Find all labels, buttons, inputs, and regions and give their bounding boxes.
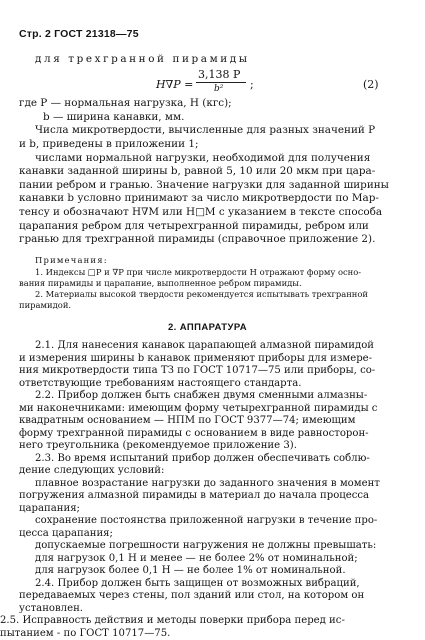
section-line: царапания; [19,502,80,514]
body-line: канавки заданной ширины b, равной 5, 10 или 20 мкм при цара- [19,165,376,177]
section-line: цесса царапания; [19,527,113,539]
formula-lhs: H∇P = [156,78,194,91]
section-line: дение следующих условий: [19,465,165,476]
section-line: погружения алмазной пирамиды в материал до начала процесса [19,490,370,501]
fraction-bar [196,82,246,83]
body-line: где P — нормальная нагрузка, Н (кгс); [19,97,232,109]
body-line: пании ребром и гранью. Значение нагрузки для заданной ширины [19,179,389,191]
body-line: гранью для трехгранной пирамиды (справочное приложение 2). [19,233,376,245]
section-title: 2. АППАРАТУРА [168,322,247,333]
body-line: числами нормальной нагрузки, необходимой для получения [35,152,371,164]
body-line: и b, приведены в приложении 1; [19,138,199,150]
note-line: пирамидой. [19,300,72,310]
section-line: ми наконечниками: имеющим форму четырехгранной пирамиды с [19,402,378,414]
section-line: квадратным основанием — НПМ по ГОСТ 9377—74; имеющим [19,415,356,426]
body-line: царапания ребром для четырехгранной пирамиды, ребром или [19,220,369,232]
section-line: пытанием - по ГОСТ 10717—75. [0,627,171,639]
note-line: 1. Индексы □P и ∇P при числе микротвердости H отражают форму осно- [35,267,362,277]
body-line: Числа микротвердости, вычисленные для разных значений P [35,124,376,136]
formula-2 [156,66,266,100]
section-line: ния микротвердости типа ТЗ по ГОСТ 10717—75 или приборы, со- [19,365,376,376]
note-line: 2. Материалы высокой твердости рекомендуется испытывать трехгранной [35,289,369,299]
section-line: установлен. [19,602,84,614]
section-line: для нагрузок более 0,1 Н — не более 1% от номинальной. [35,565,346,576]
body-line: b — ширина канавки, мм. [43,111,185,123]
section-line: плавное возрастание нагрузки до заданного значения в момент [35,477,380,489]
section-line: и измерения ширины b канавок применяют приборы для измере- [19,352,373,364]
formula-numerator: 3,138 P [198,68,241,81]
section-line: 2.3. Во время испытаний прибор должен обеспечивать соблю- [35,452,370,464]
formula-semicolon: ; [250,78,254,91]
section-line: форму трехгранной пирамиды с основанием в виде равносторон- [19,427,369,439]
section-line: 2.5. Исправность действия и методы поверки прибора перед ис- [0,615,345,626]
pyramid-formula-intro: для трехгранной пирамиды [35,53,250,65]
notes-heading: Примечания: [35,255,108,265]
section-line: сохранение постоянства приложенной нагрузки в течение про- [35,515,378,526]
section-line: передаваемых через стены, пол зданий или стол, на котором он [19,590,365,601]
section-line: 2.2. Прибор должен быть снабжен двумя сменными алмазны- [35,390,368,401]
body-line: тенсу и обозначают H∇M или H□M с указанием в тексте способа [19,206,383,218]
equation-number: (2) [363,78,379,91]
section-line: для нагрузок 0,1 Н и менее — не более 2% от номинальной; [35,552,358,564]
section-line: него треугольника (рекомендуемое приложение 3). [19,440,297,451]
formula-denominator: b² [214,84,224,94]
section-line: 2.1. Для нанесения канавок царапающей алмазной пирамидой [35,340,375,351]
page-header: Стр. 2 ГОСТ 21318—75 [19,28,139,40]
section-line: допускаемые погрешности нагружения не должны превышать: [35,540,377,551]
section-line: 2.4. Прибор должен быть защищен от возможных вибраций, [35,577,360,589]
section-line: ответствующие требованиям настоящего стандарта. [19,377,302,389]
body-line: канавки b условно принимают за число микротвердости по Мар- [19,192,379,204]
note-line: вания пирамиды и царапание, выполненное ребром пирамиды. [19,278,302,288]
